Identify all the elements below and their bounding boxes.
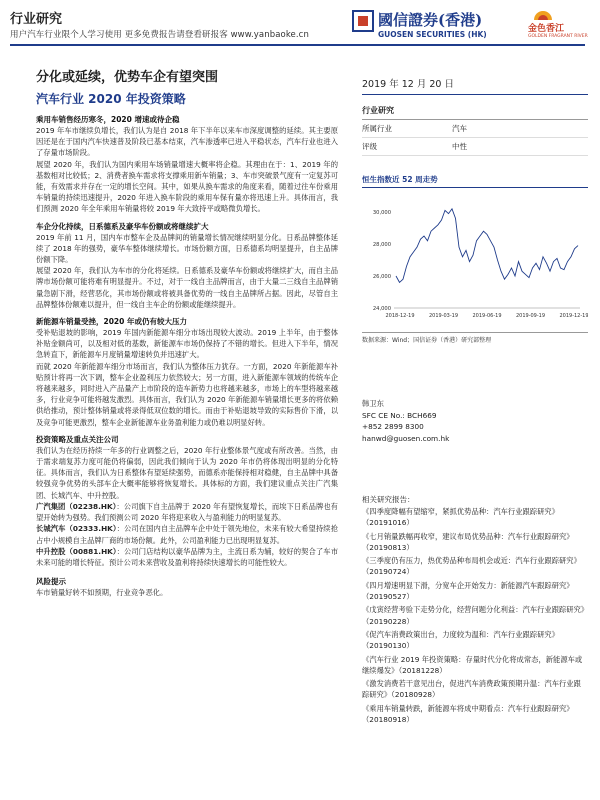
analyst-license: SFC CE No.: BCH669 xyxy=(362,410,437,420)
paragraph: 我们认为在经历持续一年多的行业调整之后，2020 年行业整体景气度或有所改善。当然，由于需求端复苏力度可能仍将偏弱，因此我们倾向于认为 2020 年市仍将体现出明显的分化特征。具体而言，我们认为日系整体有望延续强势，而德系亦能保持相对稳健，自主品牌中具备较强竞争优势的头部车企大概率能够将恢复增长。具体标的方面，我们建议重点关注广汽集团、长城汽车、中升控股。 xyxy=(36,445,338,500)
info-row xyxy=(362,138,588,156)
related-report-item[interactable]: 《戊寅经营考验下走势分化，经营问题分化利益：汽车行业跟踪研究》（20190228） xyxy=(362,605,585,626)
stock-pick xyxy=(36,546,338,568)
stock-pick-text: ：公司在国内自主品牌车企中处于领先地位，未来有较大希望持续抢占中小规模自主品牌厂商的市场份额。此外，公司盈利能力已出现明显复苏。 xyxy=(36,524,338,545)
analyst-name: 韩卫东 xyxy=(362,399,384,408)
related-report-item[interactable]: 《四月增速明显下滑，分宽车企开始发力：新能源汽车跟踪研究》（20190527） xyxy=(362,580,574,602)
related-reports xyxy=(362,494,588,725)
analyst-phone: +852 2899 8300 xyxy=(362,422,424,431)
paragraph: 车市销量好转不如预期，行业竞争恶化。 xyxy=(36,588,168,598)
related-report-item[interactable]: 《汽车行业 2019 年投资策略：存量时代分化将成常态，新能源车或继续爆发》（20181228） xyxy=(362,654,583,675)
header-divider xyxy=(10,44,585,46)
info-value: 汽车 xyxy=(452,124,467,133)
x-tick-label: 2019-03-19 xyxy=(428,313,459,319)
y-tick-label: 26,000 xyxy=(372,274,391,280)
hsi-line-chart xyxy=(362,188,588,326)
partner-name-cn: 金色香江 xyxy=(528,24,565,34)
x-tick-label: 2019-12-19 xyxy=(559,313,588,319)
stock-pick-name: 广汽集团（02238.HK） xyxy=(36,501,117,511)
chart-title: 恒生指数近 52 周走势 xyxy=(362,174,588,188)
stock-pick-name: 长城汽车（02333.HK） xyxy=(36,524,117,534)
related-report-item[interactable]: 《乘用车销量转跌，新能源车将成中期看点：汽车行业跟踪研究》（20180918） xyxy=(362,703,574,725)
paragraph: 2019 年车市继续负增长，我们认为是自 2018 年下半年以来车市深度调整的延续。其主要原因还是在于国内汽车快速普及阶段已基本结束，汽车渗透率已进入平稳状态，汽车行业也进入了存量市场阶段。 xyxy=(36,126,338,158)
company-name-en: GUOSEN SECURITIES (HK) xyxy=(378,30,487,39)
sunburst-icon xyxy=(532,6,554,22)
stock-pick-text: ：公司旗下自主品牌于 2020 年有望恢复增长，而埃下日系品牌也有望开始转为强势。我们预测公司 2020 年将迎来收入与盈利能力的明显复苏。 xyxy=(36,501,338,523)
report-title: 分化或延续，优势车企有望突围 xyxy=(36,70,219,85)
guosen-logo-icon xyxy=(352,10,374,32)
related-report-item[interactable]: 《四季度降幅有望缩窄，紧抓优势品种：汽车行业跟踪研究》（20191016） xyxy=(362,507,560,528)
sidebar xyxy=(362,76,588,727)
paragraph: 受补贴退坡的影响，2019 年国内新能源车细分市场出现较大波动。2019 上半年，由于整体补贴金额尚可，以及相对低的基数，新能源车市场仍保持了不错的增长。但进入下半年，情况急转直下，新能源车月度销量增速转负并迅速扩大。 xyxy=(36,328,338,360)
partner-logo xyxy=(528,6,590,42)
paragraph: 而就 2020 年新能源车细分市场而言，我们认为整体压力犹存。一方面，2020 年新能源车补贴预计将再一次下调，整车企业盈利压力依然较大；另一方面，进入新能源车领域的传统车企将越来越多，同时进入产品量产上市阶段的造车新势力也将越来越多，市场上的车型将越来越多，行业竞争可能将越发激烈。具体而言，我们认为 2020 年新能源车销量增长更多的将依赖供给推动，预计整体销量或将录得低双位数的增长。而由于补贴退坡导致的实际售价下滑，以及竞争可能更激烈，整车企业新能源车业务盈利能力或仍难以明显好转。 xyxy=(36,361,338,427)
info-value: 中性 xyxy=(452,142,467,151)
header-subline: 用户汽车行业限个人学习使用 更多免费报告请登看研报客 www.yanbaoke.cn xyxy=(10,30,309,40)
stock-pick-text: ：公司门店结构以豪华品牌为主，主流日系为辅，较好的契合了车市未来可能的增长特征。预计公司未来营收及盈利将持续快速增长的可能性较大。 xyxy=(36,546,338,567)
section-heading: 投资策略及重点关注公司 xyxy=(36,434,119,444)
company-name-cn: 國信證券(香港) xyxy=(378,11,483,29)
report-subtitle: 汽车行业 2020 年投资策略 xyxy=(36,92,186,106)
main-body xyxy=(36,110,338,598)
chart-source: 数据来源：Wind；国信证券（香港）研究部整理 xyxy=(362,332,588,344)
x-tick-label: 2018-12-19 xyxy=(385,313,415,319)
y-tick-label: 30,000 xyxy=(372,210,391,216)
related-reports-heading: 相关研究报告： xyxy=(362,495,415,504)
report-category: 行业研究 xyxy=(10,12,63,27)
paragraph: 2019 年前 11 月，国内车市整车企及品牌间的销量增长情况继续明显分化。日系品牌整体延续了 2018 年的强势，豪华车整体继续增长。市场份额方面，日系德系均明显提升，自主品牌份额下降。 xyxy=(36,232,338,265)
info-heading: 行业研究 xyxy=(362,105,588,120)
section-heading: 车企分化持续，日系德系及豪华车份额或将继续扩大 xyxy=(36,221,209,231)
partner-name-en: GOLDEN FRAGRANT RIVER xyxy=(528,34,588,39)
stock-pick xyxy=(36,523,338,545)
section-heading: 乘用车销售经历寒冬，2020 增速或待企稳 xyxy=(36,115,180,124)
info-row xyxy=(362,120,588,138)
related-report-item[interactable]: 《七月销量跌幅再收窄，建议布局优势品种：汽车行业跟踪研究》（20190813） xyxy=(362,531,574,552)
report-date: 2019 年 12 月 20 日 xyxy=(362,76,588,95)
related-report-item[interactable]: 《激发消费若干意见出台，促进汽车消费政策预期升温：汽车行业跟踪研究》（20180928） xyxy=(362,679,581,700)
y-tick-label: 28,000 xyxy=(372,242,391,248)
guosen-logo xyxy=(352,6,522,44)
analyst-email[interactable]: hanwd@guosen.com.hk xyxy=(362,433,450,443)
related-report-item[interactable]: 《三季度仍有压力，热优势品种布局机会或近：汽车行业跟踪研究》（20190724） xyxy=(362,556,581,577)
x-tick-label: 2019-09-19 xyxy=(515,313,546,319)
stock-pick xyxy=(36,501,338,523)
info-key: 所属行业 xyxy=(362,124,392,133)
series-line xyxy=(396,209,578,283)
x-tick-label: 2019-06-19 xyxy=(472,313,502,319)
info-key: 评级 xyxy=(362,142,377,151)
paragraph: 展望 2020 年，我们认为国内乘用车场销量增速大概率将企稳。其理由在于：1、2019 年的基数相对比较低；2、消费者换车需求将支撑乘用新车销量；3、车市突破景气度有一定复苏可能，有效需求并存在一定的增长空间。其中，如果从换车需求的角度来看，随着过往车份乘用车销量的持续迅速提升，2020 年进入换车阶段的乘用车保有量亦将迅速上升。具体而言，我们预测 2020 年全年乘用车销量将较 2019 年大致持平或略微负增长。 xyxy=(36,159,338,214)
related-report-item[interactable]: 《促汽车消费政策出台，力度较为温和：汽车行业跟踪研究》（20190130） xyxy=(362,629,560,651)
stock-pick-name: 中升控股（00881.HK） xyxy=(36,546,117,556)
y-tick-label: 24,000 xyxy=(372,306,391,312)
section-heading: 新能源车销量受挫，2020 年或仍有较大压力 xyxy=(36,317,187,327)
paragraph: 展望 2020 年，我们认为车市的分化将延续。日系德系及豪华车份额或将继续扩大，而自主品牌市场份额可能将难有明显提升。不过，对于一线自主品牌而言，由于大量二三线自主品牌销量急剧下滑，经营恶化，其市场份额或将被具备优势的一线自主品牌所占据。因此，尽管自主品牌整体份额难以提升，但一线自主车企的份额或能继续提升。 xyxy=(36,266,338,309)
analyst-contact xyxy=(362,398,588,444)
section-heading: 风险提示 xyxy=(36,577,66,587)
